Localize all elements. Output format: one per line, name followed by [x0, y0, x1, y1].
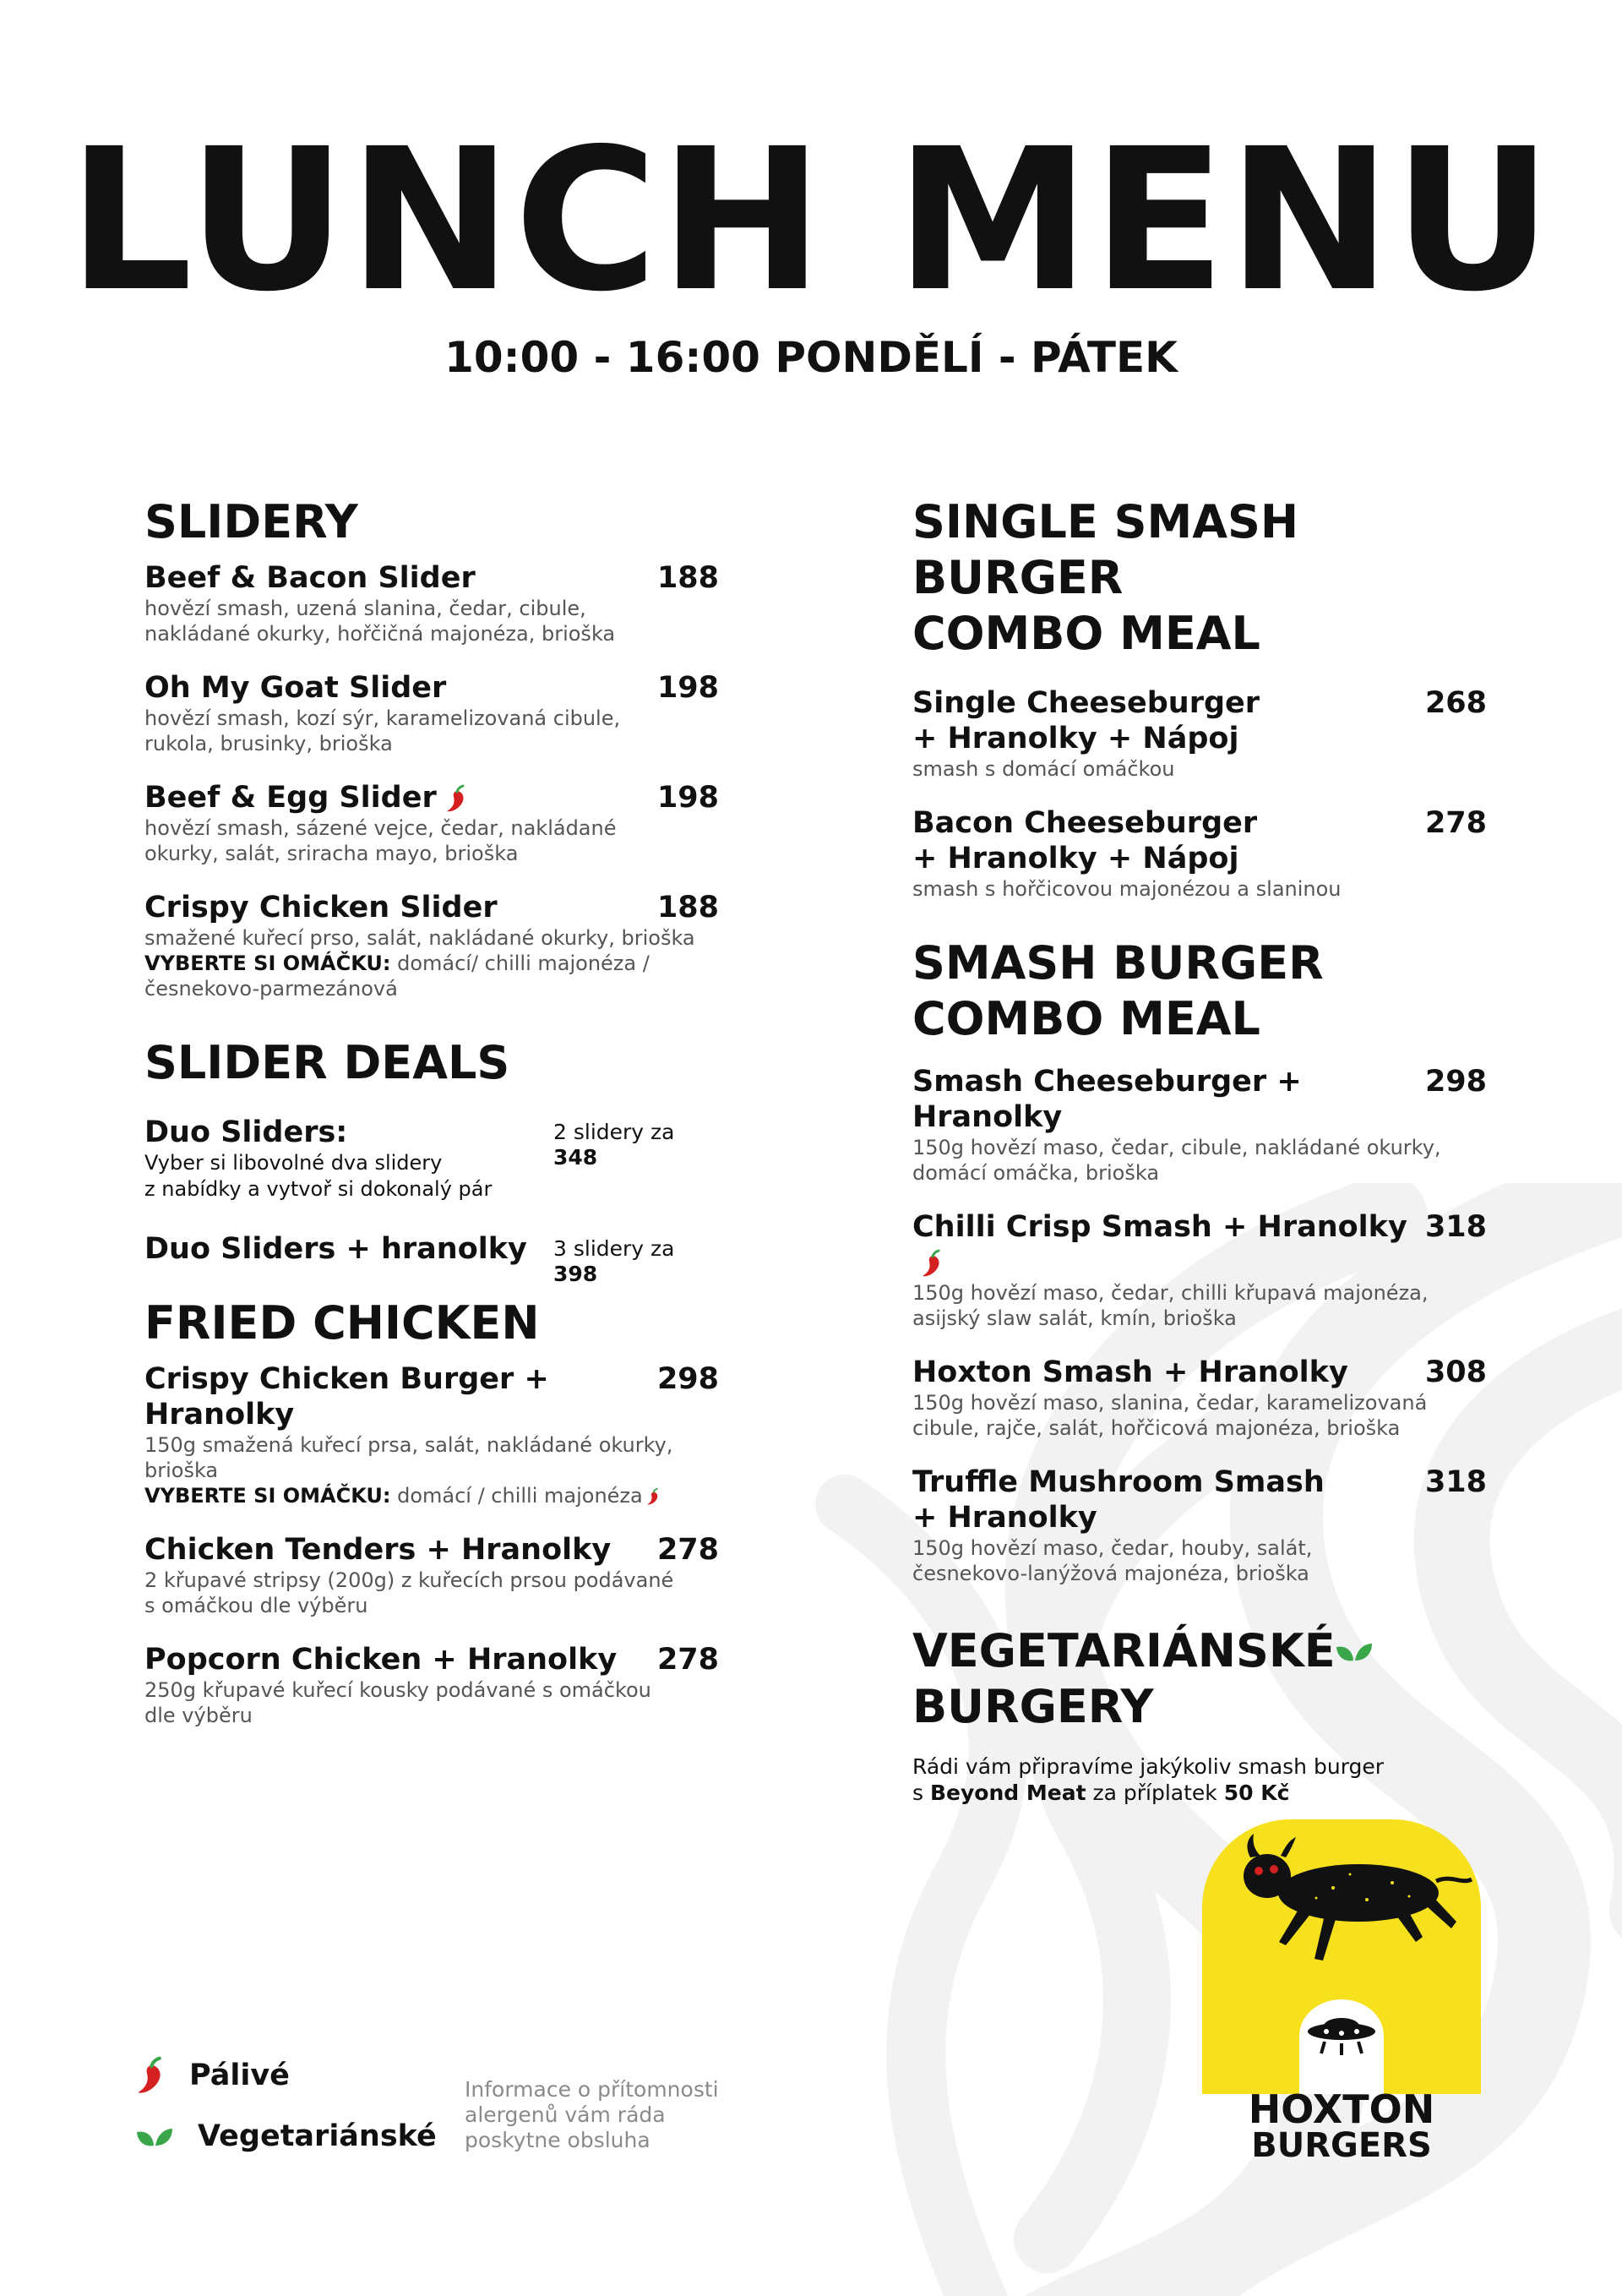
deal-price [553, 1120, 719, 1170]
chili-pepper-icon [135, 2056, 166, 2095]
vegetarian-note [912, 1753, 1487, 1806]
beyond-meat-brand: Beyond Meat [929, 1781, 1086, 1805]
item-price: 188 [656, 561, 719, 595]
menu-item [912, 805, 1487, 902]
legend-vegetarian [135, 2106, 437, 2167]
section-heading-single-combo: SINGLE SMASH BURGER COMBO MEAL [912, 495, 1299, 660]
item-name: Crispy Chicken Burger + Hranolky [144, 1362, 549, 1432]
menu-item [912, 1209, 1487, 1331]
item-description: 250g křupavé kuřecí kousky podávané s omáčkou dle výběru [144, 1678, 651, 1727]
vegetarian-note-text: s [912, 1781, 930, 1805]
item-name: Hoxton Smash + Hranolky [912, 1355, 1348, 1389]
menu-item [144, 1642, 719, 1728]
leaf-icon [135, 2124, 174, 2149]
section-heading-slider-deals: SLIDER DEALS [144, 1036, 510, 1089]
menu-item [144, 560, 719, 646]
menu-item [144, 890, 719, 1001]
item-name: Truffle Mushroom Smash + Hranolky [912, 1465, 1325, 1535]
menu-item [144, 780, 719, 866]
item-price: 278 [1424, 806, 1487, 840]
section-heading-vegetarian: VEGETARIÁNSKÉ BURGERY [912, 1624, 1336, 1733]
vegetarian-note-line2 [912, 1780, 1487, 1806]
item-price: 318 [1424, 1465, 1487, 1499]
deal-price-value: 348 [553, 1145, 598, 1170]
deal-item [144, 1115, 719, 1203]
deal-price-value: 398 [553, 1262, 598, 1286]
deal-description: Vyber si libovolné dva slidery z nabídky a vytvoř si dokonalý pár [144, 1151, 493, 1201]
right-column [912, 494, 1487, 1806]
item-name: Crispy Chicken Slider [144, 891, 498, 924]
sauce-choice [144, 1483, 719, 1508]
item-name: Oh My Goat Slider [144, 671, 447, 705]
deal-name: Duo Sliders + hranolky [144, 1232, 527, 1266]
sauce-choice-options-cont: česnekovo-parmezánová [144, 977, 398, 1001]
item-description: 150g hovězí maso, čedar, chilli křupavá majonéza, asijský slaw salát, kmín, brioška [912, 1281, 1429, 1330]
sauce-choice-label: VYBERTE SI OMÁČKU: [144, 1484, 391, 1508]
legend-vegetarian-label: Vegetariánské [198, 2119, 437, 2153]
vegetarian-heading-row [912, 1623, 1487, 1735]
legend-spicy [135, 2045, 437, 2106]
logo-text-hoxton: HOXTON [1248, 2086, 1435, 2132]
leaf-icon [1335, 1639, 1374, 1664]
menu-item [912, 1355, 1487, 1441]
logo-text-burgers: BURGERS [1251, 2126, 1432, 2162]
menu-item [144, 670, 719, 756]
item-description: 2 křupavé stripsy (200g) z kuřecích prsou podávané s omáčkou dle výběru [144, 1568, 674, 1617]
item-name: Popcorn Chicken + Hranolky [144, 1643, 618, 1677]
item-price: 308 [1424, 1355, 1487, 1389]
item-description: 150g smažená kuřecí prsa, salát, nakládané okurky, brioška [144, 1433, 673, 1482]
item-name: Smash Cheeseburger + Hranolky [912, 1065, 1302, 1134]
legend [135, 2045, 437, 2167]
item-price: 198 [656, 671, 719, 705]
deal-price-prefix: 2 slidery za [553, 1120, 675, 1144]
item-price: 188 [656, 891, 719, 924]
sauce-choice [144, 951, 719, 976]
chili-pepper-icon [646, 1487, 660, 1506]
menu-item [144, 1532, 719, 1618]
deal-name: Duo Sliders: [144, 1115, 348, 1149]
deal-price [553, 1236, 719, 1287]
page-title: LUNCH MENU [68, 106, 1554, 335]
opening-hours: 10:00 - 16:00 PONDĚLÍ - PÁTEK [444, 333, 1178, 382]
sauce-choice-label: VYBERTE SI OMÁČKU: [144, 952, 391, 975]
item-description: smažené kuřecí prso, salát, nakládané okurky, brioška [144, 926, 695, 950]
item-description: smash s domácí omáčkou [912, 757, 1175, 781]
chili-pepper-icon [445, 784, 467, 813]
item-price: 278 [656, 1643, 719, 1677]
hoxton-burgers-logo [1198, 1815, 1485, 2162]
section-heading-smash-combo: SMASH BURGER COMBO MEAL [912, 936, 1324, 1045]
surcharge-price: 50 Kč [1223, 1781, 1290, 1805]
legend-spicy-label: Pálivé [189, 2059, 290, 2092]
item-description: hovězí smash, kozí sýr, karamelizovaná cibule, rukola, brusinky, brioška [144, 706, 621, 755]
vegetarian-note-text: za příplatek [1086, 1781, 1224, 1805]
item-price: 318 [1424, 1210, 1487, 1244]
menu-item [912, 1464, 1487, 1586]
item-name: Single Cheeseburger + Hranolky + Nápoj [912, 686, 1260, 755]
left-column [144, 494, 719, 1728]
deal-price-prefix: 3 slidery za [553, 1236, 675, 1261]
vegetarian-note-line1: Rádi vám připravíme jakýkoliv smash burger [912, 1754, 1385, 1779]
item-description: hovězí smash, sázené vejce, čedar, nakládané okurky, salát, sriracha mayo, brioška [144, 816, 617, 865]
item-name-row [144, 780, 719, 815]
item-price: 298 [1424, 1065, 1487, 1099]
deal-item [144, 1231, 719, 1286]
item-name: Beef & Egg Slider [144, 781, 437, 815]
menu-item [912, 685, 1487, 782]
item-description: 150g hovězí maso, slanina, čedar, karamelizovaná cibule, rajče, salát, hořčicová majonéza, brioška [912, 1391, 1428, 1440]
item-description: 150g hovězí maso, čedar, cibule, nakládané okurky, domácí omáčka, brioška [912, 1136, 1441, 1185]
item-price: 268 [1424, 686, 1487, 720]
item-description: hovězí smash, uzená slanina, čedar, cibule, nakládané okurky, hořčičná majonéza, brioška [144, 597, 616, 646]
item-description: 150g hovězí maso, čedar, houby, salát, česnekovo-lanýžová majonéza, brioška [912, 1536, 1313, 1585]
item-name: Bacon Cheeseburger + Hranolky + Nápoj [912, 806, 1258, 875]
item-price: 298 [656, 1362, 719, 1396]
item-name: Chilli Crisp Smash + Hranolky [912, 1210, 1407, 1244]
section-heading-fried-chicken: FRIED CHICKEN [144, 1296, 540, 1350]
item-name: Chicken Tenders + Hranolky [144, 1533, 612, 1567]
item-price: 278 [656, 1533, 719, 1567]
item-price: 198 [656, 781, 719, 815]
menu-item [912, 1064, 1487, 1186]
chili-pepper-icon [921, 1249, 943, 1278]
sauce-choice-options: domácí/ chilli majonéza / [390, 952, 650, 975]
item-name: Beef & Bacon Slider [144, 561, 476, 595]
menu-item [144, 1361, 719, 1508]
allergen-info: Informace o přítomnosti alergenů vám ráda poskytne obsluha [465, 2077, 719, 2152]
item-name-row [912, 1209, 1487, 1280]
item-description: smash s hořčicovou majonézou a slaninou [912, 877, 1342, 901]
section-heading-sliders: SLIDERY [144, 495, 358, 548]
sauce-choice-options: domácí / chilli majonéza [390, 1484, 643, 1508]
